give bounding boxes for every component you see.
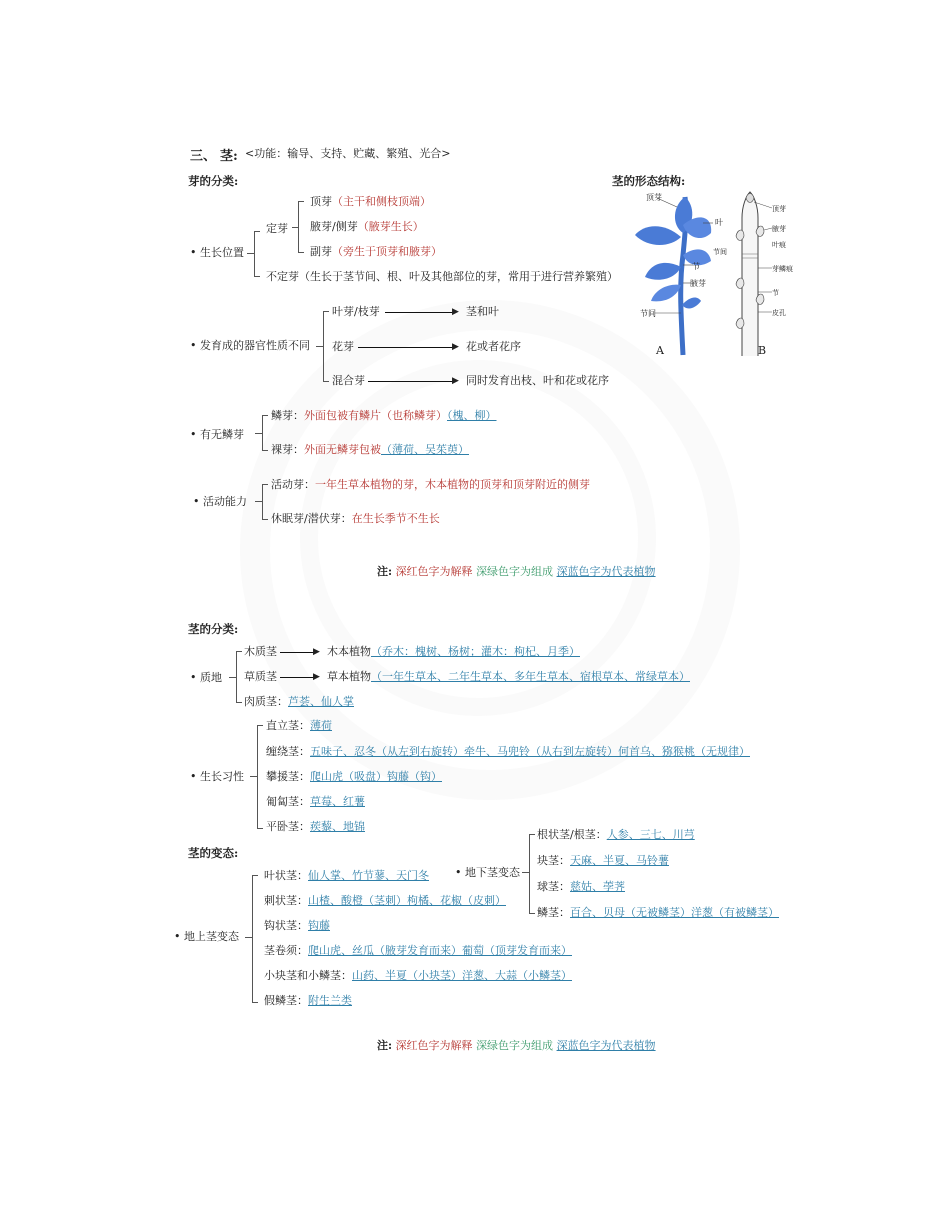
arrow-head: ▶ [313,672,320,682]
woody-stem: 木质茎 [244,645,277,658]
brace-line [316,346,323,347]
creeping-stem: 匍匐茎：草莓、红薯 [266,795,365,808]
dormant-bud: 休眠芽/潜伏芽：在生长季节不生长 [271,512,440,525]
arrow-head: ▶ [452,307,459,317]
label-b-bscar: 芽鳞痕 [772,265,793,273]
brace-line [529,834,535,914]
arrow-line [280,677,316,678]
brace-line [245,937,252,938]
section-number: 三、 [190,149,217,164]
label-b-lent: 皮孔 [772,309,786,317]
prostrate-stem: 平卧茎：蒺藜、地锦 [266,820,365,833]
brace-line [250,776,257,777]
stemclass-title: 茎的分类: [188,622,239,636]
leaf-bud-result: 茎和叶 [466,305,499,318]
mixed-bud: 混合芽 [332,374,365,387]
fleshy-stem: 肉质茎：芦荟、仙人掌 [244,695,354,708]
brace-line [254,231,260,277]
label-b-top: 顶芽 [772,205,786,213]
label-a-leaf: 叶 [715,218,723,227]
terminal-bud: 顶芽（主干和侧枝顶端） [310,195,431,208]
label-a-axil: 腋芽 [690,279,706,288]
label-b-node: 节间 [713,248,727,256]
twining-stem: 缠绕茎：五味子、忍冬（从左到右旋转）牵牛、马兜铃（从右到左旋转）何首乌、猕猴桃（无规律） [266,745,750,758]
above-item: 刺状茎：山楂、酸橙（茎刺）枸橘、花椒（皮刺） [264,894,506,907]
under-item: 球茎：慈姑、荸荠 [537,880,625,893]
above-item: 茎卷须：爬山虎、丝瓜（腋芽发育而来）葡萄（顶芽发育而来） [264,944,572,957]
arrow-line [385,312,455,313]
erect-stem: 直立茎：薄荷 [266,719,332,732]
fixed-bud: 定芽 [266,222,288,235]
adventitious-bud: 不定芽（生长于茎节间、根、叶及其他部位的芽，常用于进行营养繁殖） [266,270,618,283]
brace-line [262,415,268,451]
metamorph-title: 茎的变态: [188,846,239,860]
under-label: • 地下茎变态 [455,866,520,879]
label-b-node2: 节 [772,289,779,297]
active-bud: 活动芽：一年生草本植物的芽，木本植物的顶芽和顶芽附近的侧芽 [271,478,590,491]
above-item: 叶状茎：仙人掌、竹节蓼、天门冬 [264,869,429,882]
label-a-letter: A [656,344,664,357]
section-functions: <功能：输导、支持、贮藏、繁殖、光合> [245,147,451,160]
label-b-letter: B [758,344,767,357]
stem-illustration-b [728,188,778,358]
brace-line [262,484,268,520]
leaf-bud: 叶芽/枝芽 [332,305,380,318]
arrow-line [368,381,455,382]
climbing-stem: 攀援茎：爬山虎（吸盘）钩藤（钩） [266,770,442,783]
above-label: • 地上茎变态 [174,930,239,943]
label-a-node: 节 [692,262,700,271]
arrow-line [280,652,316,653]
habit-label: • 生长习性 [190,770,244,783]
label-a-top: 顶芽 [646,193,662,202]
above-item: 假鳞茎：附生兰类 [264,994,352,1007]
brace-line [236,651,242,703]
stem-illustration-a [625,185,735,360]
herb-result: 草本植物（一年生草本、二年生草本、多年生草本、宿根草本、常绿草本） [327,670,690,683]
activity-label: • 活动能力 [193,495,247,508]
scaly-bud: 鳞芽：外面包被有鳞片（也称鳞芽）（槐、柳） [271,409,497,422]
growth-label: • 生长位置 [190,246,244,259]
naked-bud: 裸芽：外面无鳞芽包被（薄荷、吴茱萸） [271,443,469,456]
brace-line [292,227,298,228]
woody-result: 木本植物（乔木：槐树、杨树；灌木：枸杞、月季） [327,645,580,658]
brace-line [257,725,263,829]
brace-line [252,875,258,1003]
above-item: 小块茎和小鳞茎：山药、半夏（小块茎）洋葱、大蒜（小鳞茎） [264,969,572,982]
section-title: 茎: [220,149,238,164]
arrow-head: ▶ [313,647,320,657]
under-item: 鳞茎：百合、贝母（无被鳞茎）洋葱（有被鳞茎） [537,906,779,919]
legend-note-2: 注: 深红色字为解释 深绿色字为组成 深蓝色字为代表植物 [377,1039,656,1052]
accessory-bud: 副芽（旁生于顶芽和腋芽） [310,245,442,258]
arrow-line [358,347,455,348]
legend-note: 注: 深红色字为解释 深绿色字为组成 深蓝色字为代表植物 [377,565,656,578]
brace-line [247,253,254,254]
bud-title: 芽的分类: [188,174,239,188]
brace-line [522,872,529,873]
brace-line [255,433,262,434]
scale-label: • 有无鳞芽 [190,428,244,441]
organ-label: • 发育成的器官性质不同 [190,339,310,352]
label-b-scar: 叶痕 [772,241,786,249]
mixed-bud-result: 同时发育出枝、叶和花或花序 [466,374,609,387]
under-item: 根状茎/根茎：人参、三七、川芎 [537,828,695,841]
label-b-axil: 腋芽 [772,225,786,233]
arrow-head: ▶ [452,376,459,386]
arrow-head: ▶ [452,342,459,352]
axillary-bud: 腋芽/侧芽（腋芽生长） [310,220,424,233]
flower-bud: 花芽 [332,340,354,353]
brace-line [298,201,304,253]
brace-line [229,677,236,678]
under-item: 块茎：天麻、半夏、马铃薯 [537,854,669,867]
herb-stem: 草质茎 [244,670,277,683]
flower-bud-result: 花或者花序 [466,340,521,353]
brace-line [255,501,262,502]
texture-label: • 质地 [190,671,222,684]
label-a-internode: 节间 [640,309,656,318]
brace-line [323,311,329,382]
morph-title: 茎的形态结构: [612,174,686,188]
above-item: 钩状茎：钩藤 [264,919,330,932]
